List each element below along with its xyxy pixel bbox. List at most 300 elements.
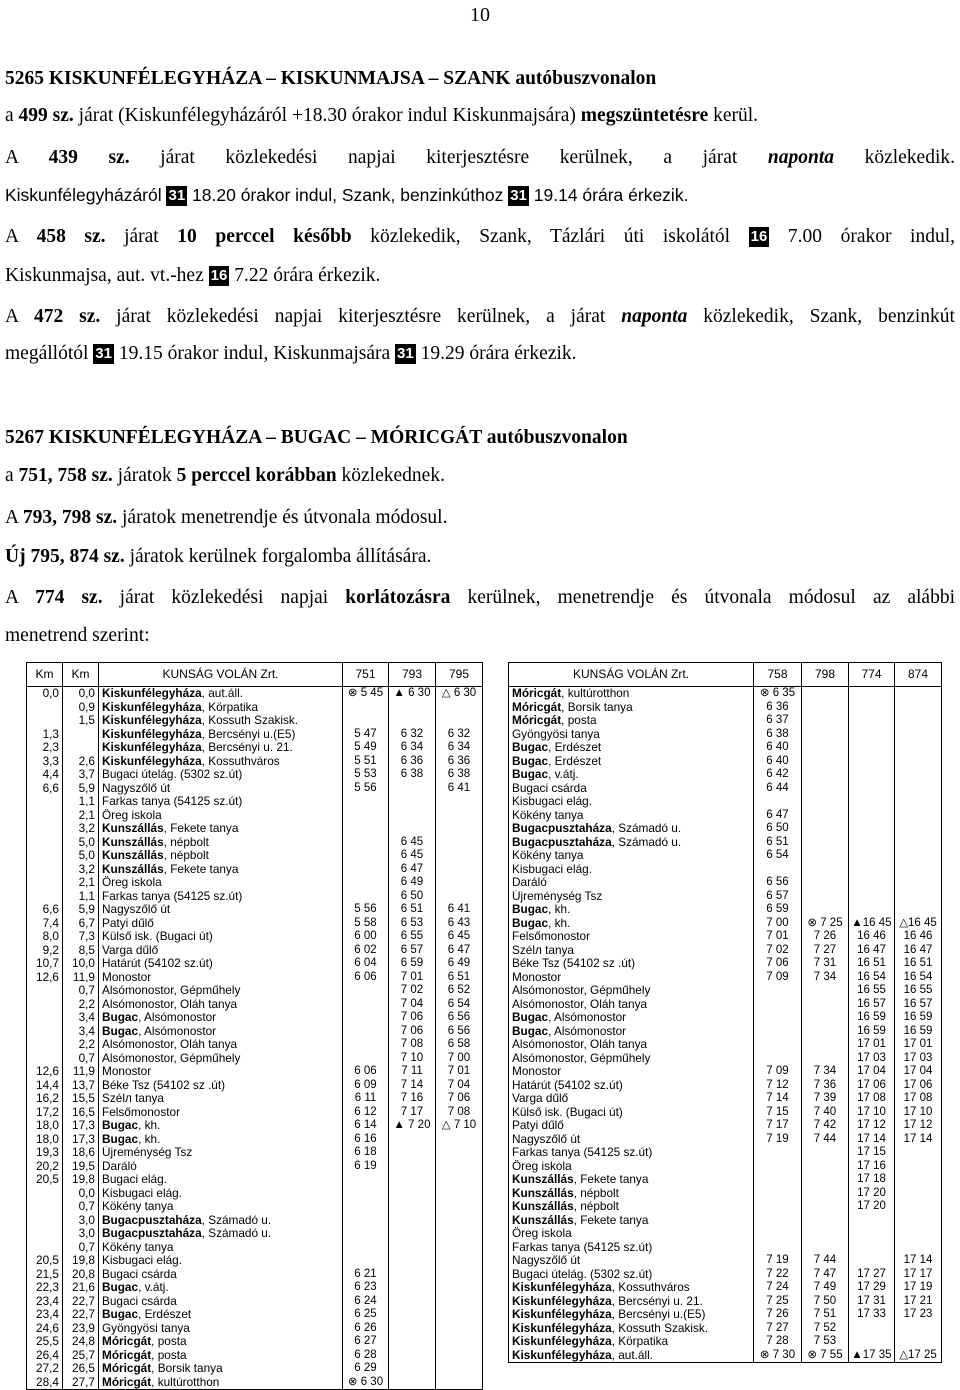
time-cell [849,876,895,890]
table-row [509,1322,942,1336]
column-header: 874 [895,663,942,687]
km-cell: 5,0 [63,836,99,850]
table-row [27,1295,483,1309]
time-cell: 17 14 [895,1254,942,1268]
time-cell [802,876,849,890]
km-cell [27,1052,63,1066]
km-cell: 17,2 [27,1106,63,1120]
time-cell [389,782,436,796]
time-cell [436,1187,483,1201]
km-cell: 26,4 [27,1349,63,1363]
table-row [509,1335,942,1349]
km-cell: 3,3 [27,755,63,769]
km-cell: 0,0 [63,687,99,701]
time-cell [802,998,849,1012]
time-cell [343,795,389,809]
time-cell [849,1227,895,1241]
time-cell: 5 58 [343,917,389,931]
table-row [509,714,942,728]
km-cell [27,1025,63,1039]
table-row [27,1038,483,1052]
time-cell: 7 40 [802,1106,849,1120]
km-cell: 23,9 [63,1322,99,1336]
time-cell: 17 03 [849,1052,895,1066]
table-row [27,1200,483,1214]
table-row [509,1349,942,1363]
time-cell [849,849,895,863]
stop-name-cell: Kunszállás, népbolt [509,1187,754,1201]
column-header: KUNSÁG VOLÁN Zrt. [509,663,754,687]
time-cell: 17 08 [849,1092,895,1106]
table-row [27,822,483,836]
column-header: Km [27,663,63,687]
km-cell [27,795,63,809]
stop-name-cell: Bugacpusztaháza, Számadó u. [99,1214,343,1228]
table-row [27,1173,483,1187]
time-cell: 5 51 [343,755,389,769]
table-row [27,1052,483,1066]
stop-name-cell: Határút (54102 sz.út) [99,957,343,971]
stop-name-cell: Móricgát, kultúrotthon [99,1376,343,1390]
stop-name-cell: Monostor [99,1065,343,1079]
time-cell [343,1200,389,1214]
table-row [509,728,942,742]
km-cell: 6,6 [27,903,63,917]
table-row [509,1146,942,1160]
km-cell: 12,6 [27,971,63,985]
time-cell: 6 58 [436,1038,483,1052]
table-row [509,944,942,958]
table-row [27,687,483,701]
time-cell: 7 52 [802,1322,849,1336]
column-header: 798 [802,663,849,687]
stop-name-cell: Móricgát, kultúrotthon [509,687,754,701]
time-cell [343,1025,389,1039]
time-cell: 16 55 [895,984,942,998]
time-cell [389,1362,436,1376]
table-row [509,890,942,904]
time-cell: 7 06 [436,1092,483,1106]
time-cell [754,1227,802,1241]
table-row [27,1362,483,1376]
time-cell: 17 06 [895,1079,942,1093]
km-cell [27,809,63,823]
time-cell [436,1227,483,1241]
km-cell: 1,3 [27,728,63,742]
time-cell [436,809,483,823]
time-cell [802,741,849,755]
stop-name-cell: Öreg iskola [509,1160,754,1174]
km-cell: 21,5 [27,1268,63,1282]
time-cell [802,1241,849,1255]
time-cell [389,809,436,823]
stop-name-cell: Bugac, v.átj. [99,1281,343,1295]
km-cell [27,1038,63,1052]
km-cell: 21,6 [63,1281,99,1295]
time-cell [343,714,389,728]
km-cell: 0,0 [27,687,63,701]
stop-name-cell: Kiskunfélegyháza, Kossuth Szakisk. [509,1322,754,1336]
table-row [509,1106,942,1120]
km-cell: 2,2 [63,998,99,1012]
time-cell [754,1187,802,1201]
table-row [509,1025,942,1039]
time-cell [895,822,942,836]
time-cell: 6 51 [436,971,483,985]
table-row [27,1079,483,1093]
time-cell: 6 51 [754,836,802,850]
time-cell [895,728,942,742]
page-number: 10 [470,4,490,26]
stop-name-cell: Bugacpusztaháza, Számadó u. [509,836,754,850]
time-cell [802,1160,849,1174]
time-cell: 7 12 [754,1079,802,1093]
table-row [27,701,483,715]
time-cell [849,755,895,769]
table-row [509,1187,942,1201]
table-row [509,809,942,823]
km-cell: 1,5 [63,714,99,728]
km-cell: 3,0 [63,1227,99,1241]
stop-name-cell: Alsómonostor, Oláh tanya [99,1038,343,1052]
time-cell: 17 29 [849,1281,895,1295]
km-cell: 19,8 [63,1173,99,1187]
stop-name-cell: Kisbugaci elág. [99,1187,343,1201]
time-cell: 6 14 [343,1119,389,1133]
time-cell: 7 25 [754,1295,802,1309]
time-cell [802,795,849,809]
time-cell [802,687,849,701]
time-cell: 6 50 [754,822,802,836]
stop-name-cell: Alsómonostor, Oláh tanya [509,998,754,1012]
table-row [509,822,942,836]
time-cell: 6 43 [436,917,483,931]
table-row [509,741,942,755]
time-cell: 17 27 [849,1268,895,1282]
stop-name-cell: Bugac, Erdészet [509,741,754,755]
stop-name-cell: Kökény tanya [99,1200,343,1214]
table-row [509,1254,942,1268]
km-cell: 16,2 [27,1092,63,1106]
time-cell [802,890,849,904]
time-cell [895,1146,942,1160]
time-cell: 16 59 [895,1025,942,1039]
table-row [27,1214,483,1228]
km-cell: 3,4 [63,1025,99,1039]
km-cell [63,741,99,755]
time-cell [849,1241,895,1255]
km-cell: 0,7 [63,1052,99,1066]
km-cell [27,876,63,890]
time-cell [343,809,389,823]
time-cell [436,1200,483,1214]
time-cell [436,1376,483,1390]
time-cell [754,1146,802,1160]
time-cell: 6 38 [754,728,802,742]
time-cell [343,998,389,1012]
time-cell [389,1376,436,1390]
time-cell: 7 34 [802,1065,849,1079]
time-cell: 6 55 [389,930,436,944]
time-cell [895,876,942,890]
time-cell: 7 09 [754,1065,802,1079]
time-cell [895,1200,942,1214]
km-cell [27,1227,63,1241]
time-cell [802,782,849,796]
time-cell [436,822,483,836]
stop-name-cell: Kiskunfélegyháza, Bercsényi u. 21. [99,741,343,755]
time-cell: 6 25 [343,1308,389,1322]
section1-line7: megállótól 31 19.15 órakor indul, Kiskunmajsára 31 19.29 órára érkezik. [5,343,577,364]
km-cell: 16,5 [63,1106,99,1120]
stop-name-cell: Nagyszőlő út [99,782,343,796]
stop-name-cell: Alsómonostor, Gépműhely [509,984,754,998]
table-row [509,930,942,944]
stop-name-cell: Felsőmonostor [99,1106,343,1120]
time-cell [895,903,942,917]
time-cell: 7 08 [389,1038,436,1052]
time-cell: 7 50 [802,1295,849,1309]
time-cell: 17 12 [849,1119,895,1133]
time-cell: 5 49 [343,741,389,755]
stop-name-cell: Nagyszőlő út [509,1133,754,1147]
time-cell: 7 22 [754,1268,802,1282]
time-cell [436,1160,483,1174]
table-row [27,903,483,917]
table-row [509,876,942,890]
time-cell: 6 47 [436,944,483,958]
stop-name-cell: Daráló [99,1160,343,1174]
time-cell [436,876,483,890]
time-cell [389,1200,436,1214]
km-cell: 3,0 [63,1214,99,1228]
km-cell: 4,4 [27,768,63,782]
table-row [27,930,483,944]
time-cell: 6 59 [754,903,802,917]
time-cell [895,741,942,755]
table-row [27,1119,483,1133]
stop-name-cell: Monostor [509,971,754,985]
table-row [509,1268,942,1282]
time-cell: 17 10 [895,1106,942,1120]
stop-name-cell: Kiskunfélegyháza, aut.áll. [99,687,343,701]
time-cell: 17 17 [895,1268,942,1282]
stop-name-cell: Varga dűlő [509,1092,754,1106]
km-cell: 18,6 [63,1146,99,1160]
time-cell [849,728,895,742]
time-cell [754,1025,802,1039]
km-cell: 27,7 [63,1376,99,1390]
time-cell [436,849,483,863]
time-cell [389,1268,436,1282]
stop-name-cell: Felsőmonostor [509,930,754,944]
time-cell: 5 47 [343,728,389,742]
time-cell: 7 01 [754,930,802,944]
time-cell: 6 32 [436,728,483,742]
table-row [509,1011,942,1025]
stop-name-cell: Öreg iskola [509,1227,754,1241]
time-cell: 7 47 [802,1268,849,1282]
time-cell [802,1173,849,1187]
section1-title: 5265 KISKUNFÉLEGYHÁZA – KISKUNMAJSA – SZANK autóbuszvonalon [5,68,657,89]
time-cell: 17 10 [849,1106,895,1120]
table-row [27,1308,483,1322]
time-cell: 17 16 [849,1160,895,1174]
stop-name-cell: Béke Tsz (54102 sz .út) [509,957,754,971]
time-cell [895,687,942,701]
time-cell: 6 23 [343,1281,389,1295]
time-cell: 17 20 [849,1200,895,1214]
time-cell: 16 57 [895,998,942,1012]
time-cell: 7 19 [754,1133,802,1147]
stop-name-cell: Kunszállás, Fekete tanya [99,863,343,877]
stop-name-cell: Nagyszőlő út [509,1254,754,1268]
time-cell: 5 53 [343,768,389,782]
time-cell: 16 46 [849,930,895,944]
time-cell [389,1281,436,1295]
table-row [509,1241,942,1255]
time-cell [802,903,849,917]
time-cell: 16 47 [895,944,942,958]
table-row [509,1092,942,1106]
km-cell: 2,1 [63,809,99,823]
stop-name-cell: Farkas tanya (54125 sz.út) [509,1241,754,1255]
time-cell [849,795,895,809]
table-row [27,741,483,755]
table-row [27,1335,483,1349]
section2-line4: A 774 sz. járat közlekedési napjai korlátozásra kerülnek, menetrendje és útvonala módosul az alábbi [5,587,955,608]
time-cell [802,1011,849,1025]
time-cell: 7 02 [389,984,436,998]
km-cell [63,728,99,742]
time-cell: 17 01 [849,1038,895,1052]
time-cell: 7 01 [436,1065,483,1079]
stop-name-cell: Farkas tanya (54125 sz.út) [509,1146,754,1160]
km-cell [27,701,63,715]
time-cell [849,687,895,701]
table-row [509,1079,942,1093]
km-cell: 13,7 [63,1079,99,1093]
time-cell: 7 01 [389,971,436,985]
table-row [27,768,483,782]
table-row [509,1214,942,1228]
time-cell [849,714,895,728]
table-row [509,957,942,971]
stop-name-cell: Bugacpusztaháza, Számadó u. [99,1227,343,1241]
time-cell: 7 04 [389,998,436,1012]
time-cell: 17 23 [895,1308,942,1322]
time-cell: 7 08 [436,1106,483,1120]
time-cell [849,836,895,850]
time-cell [849,863,895,877]
km-cell: 22,7 [63,1295,99,1309]
table-row [509,1119,942,1133]
table-row [27,1146,483,1160]
time-cell: 6 04 [343,957,389,971]
stop-name-cell: Gyöngyösi tanya [509,728,754,742]
km-cell: 19,5 [63,1160,99,1174]
table-row [509,849,942,863]
timetable-return [508,662,942,1363]
time-cell: 17 04 [849,1065,895,1079]
code-badge: 31 [95,345,112,362]
time-cell [343,836,389,850]
time-cell: △16 45 [895,917,942,931]
time-cell [436,1173,483,1187]
time-cell: 7 26 [802,930,849,944]
column-header: 774 [849,663,895,687]
section2-line1: a 751, 758 sz. járatok 5 perccel korábban közlekednek. [5,465,445,486]
km-cell: 15,5 [63,1092,99,1106]
time-cell [754,1052,802,1066]
table-row [27,890,483,904]
time-cell [754,1173,802,1187]
time-cell [802,836,849,850]
km-cell: 20,5 [27,1173,63,1187]
time-cell: ▲17 35 [849,1349,895,1363]
time-cell: ⊗ 6 30 [343,1376,389,1390]
km-cell: 5,0 [63,849,99,863]
section1-line4: A 458 sz. járat 10 perccel később közlekedik, Szank, Tázlári úti iskolától 16 7.00 órakor indul, [5,226,955,247]
time-cell [895,863,942,877]
time-cell: 6 29 [343,1362,389,1376]
time-cell [436,714,483,728]
km-cell: 8,5 [63,944,99,958]
time-cell: 16 51 [895,957,942,971]
km-cell: 23,4 [27,1308,63,1322]
km-cell: 6,7 [63,917,99,931]
km-cell: 25,5 [27,1335,63,1349]
time-cell [436,836,483,850]
stop-name-cell: Kiskunfélegyháza, Bercsényi u.(E5) [99,728,343,742]
time-cell: 7 17 [389,1106,436,1120]
km-cell: 22,3 [27,1281,63,1295]
time-cell: 7 09 [754,971,802,985]
time-cell: 7 24 [754,1281,802,1295]
time-cell: 6 45 [389,849,436,863]
table-row [27,876,483,890]
time-cell: 6 42 [754,768,802,782]
time-cell [754,998,802,1012]
stop-name-cell: Bugac, Alsómonostor [509,1025,754,1039]
stop-name-cell: Szélл tanya [509,944,754,958]
km-cell: 0,7 [63,984,99,998]
stop-name-cell: Bugaci csárda [99,1295,343,1309]
stop-name-cell: Kiskunfélegyháza, Kossuth Szakisk. [99,714,343,728]
stop-name-cell: Bugac, kh. [509,903,754,917]
time-cell [802,755,849,769]
km-cell: 19,3 [27,1146,63,1160]
stop-name-cell: Kisbugaci elág. [99,1254,343,1268]
stop-name-cell: Kökény tanya [509,809,754,823]
timetable-outbound [26,662,483,1390]
table-row [27,795,483,809]
time-cell [389,1227,436,1241]
km-cell [27,1241,63,1255]
time-cell: 5 56 [343,903,389,917]
km-cell: 24,8 [63,1335,99,1349]
time-cell [895,1187,942,1201]
time-cell: 16 59 [849,1011,895,1025]
time-cell [802,984,849,998]
time-cell: 6 47 [389,863,436,877]
time-cell: 6 18 [343,1146,389,1160]
time-cell: 6 12 [343,1106,389,1120]
time-cell [343,1227,389,1241]
table-row [509,836,942,850]
stop-name-cell: Nagyszőlő út [99,903,343,917]
km-cell: 12,6 [27,1065,63,1079]
